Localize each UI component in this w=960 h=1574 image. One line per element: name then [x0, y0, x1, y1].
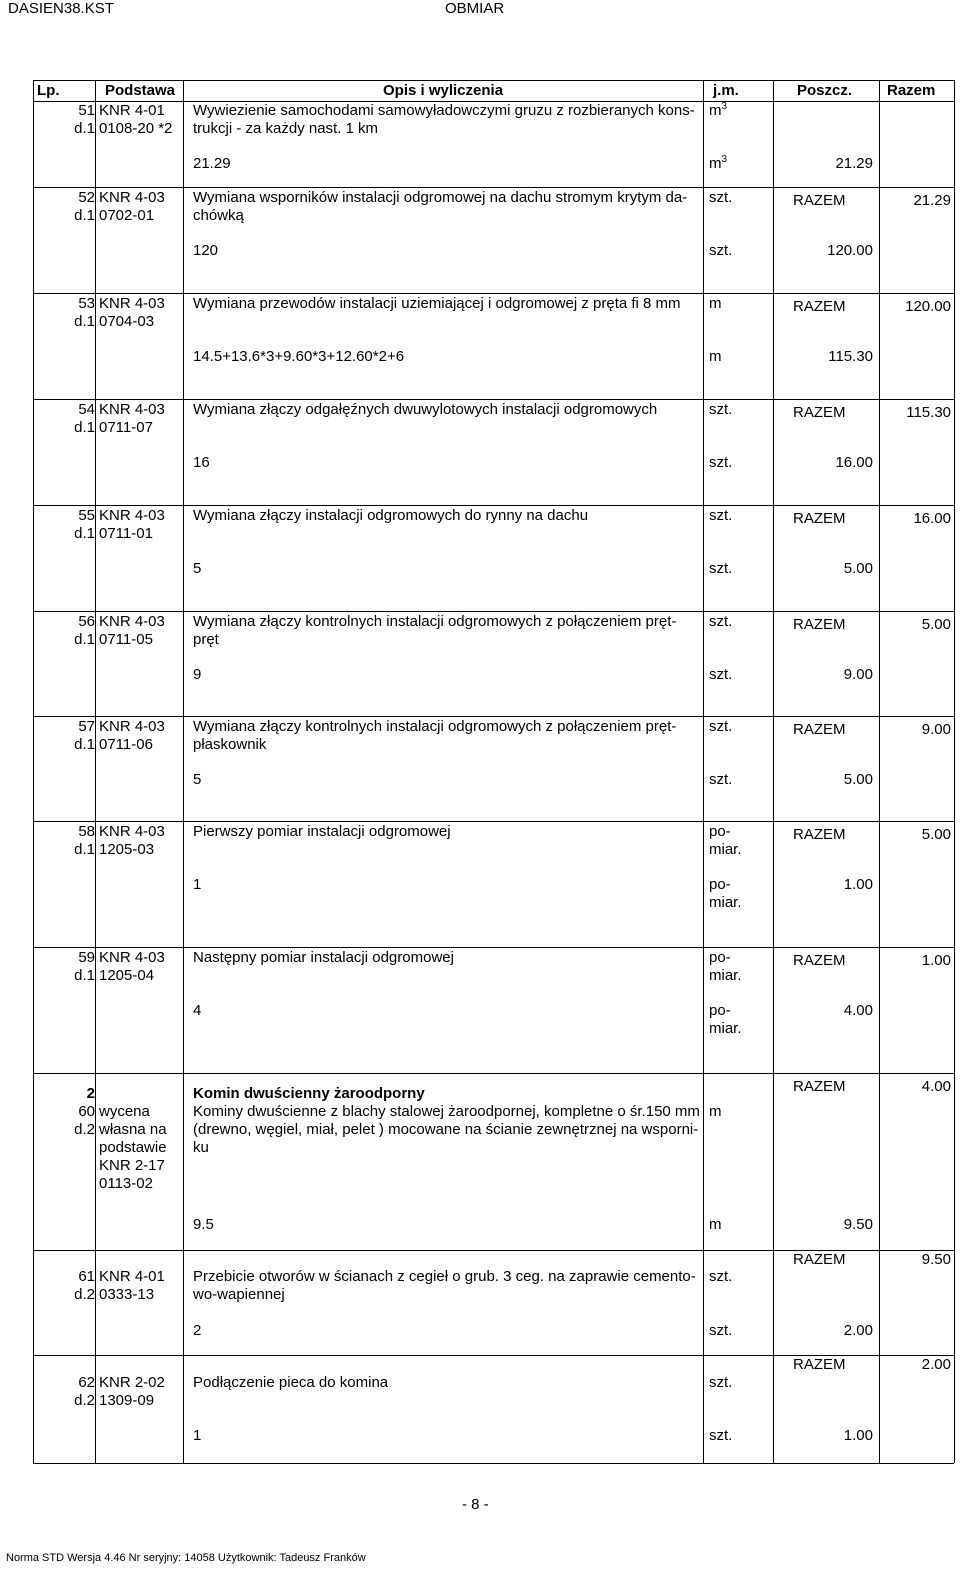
item-d: d.1	[74, 841, 95, 858]
item-lp: 61	[78, 1268, 95, 1285]
razem-value: 4.00	[921, 1078, 951, 1095]
item-description: Pierwszy pomiar instalacji odgromowej	[193, 823, 451, 840]
razem-value: 1.00	[921, 952, 951, 969]
item-unit: szt.	[709, 718, 733, 735]
item-basis-code: KNR 4-03	[99, 613, 165, 630]
calc-unit: $m^3$	[709, 154, 728, 172]
file-name: DASIEN38.KST	[8, 0, 114, 17]
calc-unit: szt.	[709, 666, 733, 683]
document-type: OBMIAR	[445, 0, 505, 17]
item-description: Wymiana złączy instalacji odgromowych do rynny na dachu	[193, 507, 589, 524]
item-basis-code: KNR 4-03	[99, 189, 165, 206]
item-lp: 58	[78, 823, 95, 840]
calculation: 4	[193, 1002, 202, 1019]
row-divider	[33, 505, 954, 506]
item-lp: 52	[78, 189, 95, 206]
partial-value: 1.00	[843, 1427, 873, 1444]
partial-value: 21.29	[835, 155, 873, 172]
item-basis-num: 1309-09	[99, 1392, 155, 1409]
item-basis-code: KNR 4-01	[99, 1268, 165, 1285]
razem-label: RAZEM	[793, 1251, 846, 1268]
item-basis-code: KNR 4-03	[99, 401, 165, 418]
calculation: 5	[193, 560, 202, 577]
item-basis-num: 0704-03	[99, 313, 155, 330]
razem-value: 5.00	[921, 616, 951, 633]
item-basis-num: 0711-07	[99, 419, 153, 436]
item-lp: 57	[78, 718, 95, 735]
item-lp: 54	[78, 401, 95, 418]
item-basis-code: KNR 2-02	[99, 1374, 165, 1391]
item-basis-num: 0711-01	[99, 525, 153, 542]
razem-value: 21.29	[913, 192, 951, 209]
calc-unit: szt.	[709, 560, 733, 577]
calc-unit: szt.	[709, 242, 733, 259]
item-basis-code: KNR 4-03	[99, 507, 165, 524]
item-description: Wywiezienie samochodami samowyładowczymi gruzu z rozbieranych kons-	[193, 102, 695, 119]
item-basis-code: KNR 4-03	[99, 949, 165, 966]
partial-value: 16.00	[835, 454, 873, 471]
item-d: d.2	[74, 1121, 95, 1138]
item-basis-line: KNR 2-17	[99, 1157, 165, 1174]
partial-value: 5.00	[843, 560, 873, 577]
software-info: Norma STD Wersja 4.46 Nr seryjny: 14058 Użytkownik: Tadeusz Franków	[6, 1552, 366, 1564]
row-divider	[33, 716, 954, 717]
item-basis-line: wycena	[99, 1103, 150, 1120]
item-unit: po-	[709, 823, 731, 840]
item-basis-code: KNR 4-03	[99, 718, 165, 735]
item-d: d.1	[74, 631, 95, 648]
item-description-cont: wo-wapiennej	[193, 1286, 285, 1303]
calc-unit: szt.	[709, 454, 733, 471]
column-header-desc: Opis i wyliczenia	[383, 82, 504, 99]
partial-value: 115.30	[828, 348, 873, 365]
row-divider	[33, 1463, 954, 1464]
calculation: 2	[193, 1322, 202, 1339]
partial-value: 120.00	[827, 242, 873, 259]
razem-label: RAZEM	[793, 404, 846, 421]
item-lp: 56	[78, 613, 95, 630]
item-basis-num: 0711-05	[99, 631, 153, 648]
item-basis-code: KNR 4-03	[99, 295, 165, 312]
razem-value: 9.50	[921, 1251, 951, 1268]
column-header-lp: Lp.	[37, 82, 60, 99]
razem-label: RAZEM	[793, 1078, 846, 1095]
calculation: 14.5+13.6*3+9.60*3+12.60*2+6	[193, 348, 405, 365]
item-unit-cont: miar.	[709, 841, 742, 858]
item-d: d.1	[74, 967, 95, 984]
calc-unit: szt.	[709, 1427, 733, 1444]
item-basis-line: 0113-02	[99, 1175, 153, 1192]
item-description-cont: trukcji - za każdy nast. 1 km	[193, 120, 379, 137]
item-unit: po-	[709, 949, 731, 966]
calc-unit: m	[709, 348, 722, 365]
item-lp: 55	[78, 507, 95, 524]
partial-value: 9.50	[843, 1216, 873, 1233]
razem-label: RAZEM	[793, 826, 846, 843]
calc-unit: po-	[709, 1002, 731, 1019]
item-d: d.1	[74, 525, 95, 542]
item-d: d.2	[74, 1286, 95, 1303]
column-divider	[95, 80, 96, 1463]
item-basis-num: 0108-20 *2	[99, 120, 173, 137]
item-description-cont: płaskownik	[193, 736, 267, 753]
item-unit: $m^3$	[709, 101, 728, 119]
calc-unit: po-	[709, 876, 731, 893]
item-description: Podłączenie pieca do komina	[193, 1374, 389, 1391]
item-basis-num: 1205-03	[99, 841, 155, 858]
item-description-line: Kominy dwuścienne z blachy stalowej żaroodpornej, kompletne o śr.150 mm	[193, 1103, 700, 1120]
item-unit: szt.	[709, 507, 733, 524]
razem-value: 9.00	[921, 721, 951, 738]
calc-unit-cont: miar.	[709, 894, 742, 911]
row-divider	[33, 399, 954, 400]
calculation: 21.29	[193, 155, 231, 172]
partial-value: 5.00	[843, 771, 873, 788]
column-header-basis: Podstawa	[105, 82, 176, 99]
razem-label: RAZEM	[793, 1356, 846, 1373]
razem-label: RAZEM	[793, 952, 846, 969]
item-d: d.1	[74, 736, 95, 753]
razem-label: RAZEM	[793, 616, 846, 633]
razem-value: 120.00	[905, 298, 951, 315]
item-lp: 60	[78, 1103, 95, 1120]
item-unit: szt.	[709, 613, 733, 630]
calculation: 16	[193, 454, 210, 471]
calc-unit: m	[709, 1216, 722, 1233]
item-description-line: (drewno, węgiel, miał, pelet ) mocowane na ścianie zewnętrznej na wsporni-	[193, 1121, 699, 1138]
item-unit: szt.	[709, 189, 733, 206]
item-description: Wymiana złączy kontrolnych instalacji odgromowych z połączeniem pręt-	[193, 718, 677, 735]
calculation: 5	[193, 771, 202, 788]
razem-label: RAZEM	[793, 192, 846, 209]
item-lp: 51	[78, 102, 95, 119]
item-unit: szt.	[709, 401, 733, 418]
row-divider	[33, 293, 954, 294]
page-number: - 8 -	[462, 1496, 489, 1513]
razem-value: 16.00	[913, 510, 951, 527]
item-unit: m	[709, 295, 722, 312]
partial-value: 9.00	[843, 666, 873, 683]
item-description-cont: chówką	[193, 207, 244, 224]
calculation: 120	[193, 242, 219, 259]
item-description: Wymiana przewodów instalacji uziemiającej i odgromowej z pręta fi 8 mm	[193, 295, 681, 312]
page-header	[0, 0, 960, 20]
item-basis-num: 0711-06	[99, 736, 153, 753]
razem-value: 5.00	[921, 826, 951, 843]
calc-unit: szt.	[709, 1322, 733, 1339]
item-basis-line: podstawie	[99, 1139, 167, 1156]
item-d: d.1	[74, 207, 95, 224]
calculation: 1	[193, 1427, 202, 1444]
row-divider	[33, 80, 954, 81]
razem-value: 115.30	[906, 404, 951, 421]
item-basis-code: KNR 4-01	[99, 102, 165, 119]
item-lp: 59	[78, 949, 95, 966]
column-divider	[954, 80, 955, 1463]
item-description: Przebicie otworów w ścianach z cegieł o grub. 3 ceg. na zaprawie cemento-	[193, 1268, 696, 1285]
row-divider	[33, 1073, 954, 1074]
item-description: Następny pomiar instalacji odgromowej	[193, 949, 454, 966]
item-basis-num: 1205-04	[99, 967, 155, 984]
razem-label: RAZEM	[793, 510, 846, 527]
column-divider	[33, 80, 34, 1463]
row-divider	[33, 821, 954, 822]
item-unit: szt.	[709, 1374, 733, 1391]
item-d: d.1	[74, 419, 95, 436]
row-divider	[33, 1355, 954, 1356]
razem-label: RAZEM	[793, 298, 846, 315]
section-title: Komin dwuścienny żaroodporny	[193, 1085, 425, 1102]
item-basis-line: własna na	[99, 1121, 167, 1138]
row-divider	[33, 611, 954, 612]
calc-unit-cont: miar.	[709, 1020, 742, 1037]
partial-value: 4.00	[843, 1002, 873, 1019]
calculation: 1	[193, 876, 202, 893]
partial-value: 1.00	[843, 876, 873, 893]
calculation: 9.5	[193, 1216, 214, 1233]
column-header-partial: Poszcz.	[797, 82, 853, 99]
item-d: d.1	[74, 313, 95, 330]
item-description: Wymiana wsporników instalacji odgromowej na dachu stromym krytym da-	[193, 189, 688, 206]
column-divider	[183, 80, 184, 1463]
calc-unit: szt.	[709, 771, 733, 788]
item-description: Wymiana złączy odgałęźnych dwuwylotowych instalacji odgromowych	[193, 401, 658, 418]
row-divider	[33, 1250, 954, 1251]
column-divider	[879, 80, 880, 1463]
row-divider	[33, 187, 954, 188]
column-header-total: Razem	[887, 82, 936, 99]
calculation: 9	[193, 666, 202, 683]
item-basis-num: 0333-13	[99, 1286, 155, 1303]
column-divider	[773, 80, 774, 1463]
item-basis-num: 0702-01	[99, 207, 155, 224]
item-unit: m	[709, 1103, 722, 1120]
partial-value: 2.00	[843, 1322, 873, 1339]
item-description: Wymiana złączy kontrolnych instalacji odgromowych z połączeniem pręt-	[193, 613, 677, 630]
item-unit-cont: miar.	[709, 967, 742, 984]
item-unit: szt.	[709, 1268, 733, 1285]
item-d: d.2	[74, 1392, 95, 1409]
column-divider	[703, 80, 704, 1463]
item-basis-code: KNR 4-03	[99, 823, 165, 840]
item-description-cont: pręt	[193, 631, 219, 648]
row-divider	[33, 947, 954, 948]
column-header-unit: j.m.	[713, 82, 739, 99]
item-description-line: ku	[193, 1139, 209, 1156]
section-number: 2	[86, 1085, 95, 1102]
razem-label: RAZEM	[793, 721, 846, 738]
razem-value: 2.00	[921, 1356, 951, 1373]
item-lp: 62	[78, 1374, 95, 1391]
item-lp: 53	[78, 295, 95, 312]
item-d: d.1	[74, 120, 95, 137]
